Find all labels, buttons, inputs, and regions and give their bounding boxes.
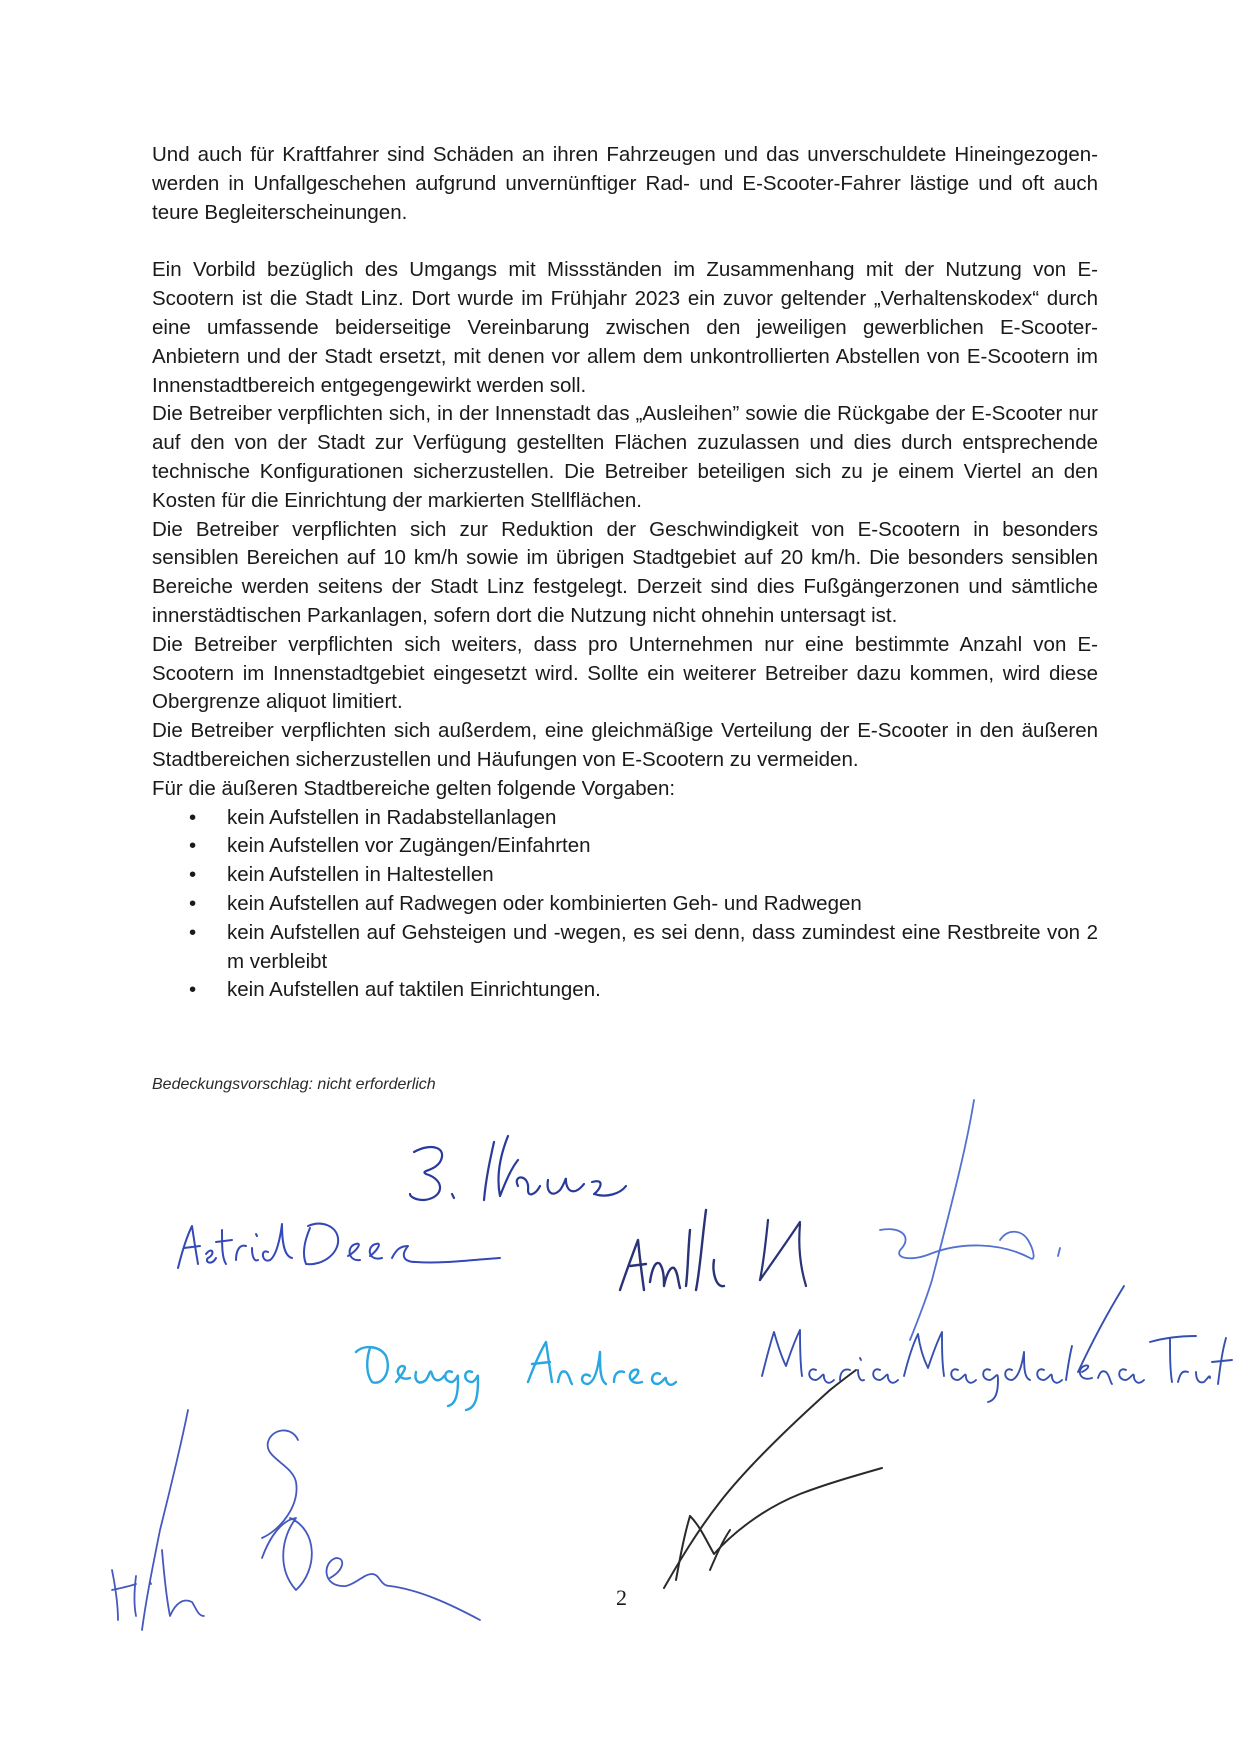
rule-radwege: • kein Aufstellen auf Radwegen oder kombinierten Geh- und Radwegen: [152, 890, 1098, 919]
signature-hengg-andrea: [356, 1342, 676, 1410]
rule-zugaenge: • kein Aufstellen vor Zugängen/Einfahrten: [152, 832, 1098, 861]
signatures-area: [0, 1090, 1243, 1650]
signature-stroke-loop: [880, 1100, 1060, 1340]
paragraph-gap: [152, 227, 1098, 256]
signature-b-klaus: [410, 1136, 626, 1200]
body-text: [152, 141, 1098, 1005]
rule-haltestellen: • kein Aufstellen in Haltestellen: [152, 861, 1098, 890]
rules-list: [152, 804, 1098, 1006]
paragraph-anzahl: Die Betreiber verpflichten sich weiters, dass pro Unternehmen nur eine bestimmte Anzahl von E-Scootern im Innenstadtgebiet eingesetzt wird. Sollte ein weiterer Betreiber dazu kommen, wird diese Obergrenze aliquot limitiert.: [152, 632, 1098, 714]
signature-central-b: [760, 1220, 806, 1286]
paragraph-verteilung: Die Betreiber verpflichten sich außerdem, eine gleichmäßige Verteilung der E-Scooter in den äußeren Stadtbereichen sicherzustellen und Häufungen von E-Scootern zu vermeiden.: [152, 719, 1098, 771]
paragraph-vorbild-linz: Ein Vorbild bezüglich des Umgangs mit Missständen im Zusammenhang mit der Nutzung von E-Scootern ist die Stadt Linz. Dort wurde im Frühjahr 2023 ein zuvor geltender „Verhaltenskodex“ durch eine umfassende beiderseitige Vereinbarung zwischen den jeweiligen gewerblichen E-Scooter-Anbietern und der Stadt ersetzt, mit denen vor allem dem unkontrollierten Abstellen von E-Scootern im Innenstadtbereich entgegengewirkt werden soll.: [152, 258, 1098, 397]
rule-gehsteige: • kein Aufstellen auf Gehsteigen und -wegen, es sei denn, dass zumindest eine Restbreite von 2 m verbleibt: [152, 919, 1098, 977]
page-number: 2: [616, 1585, 627, 1610]
signature-bottom-right: [664, 1370, 882, 1588]
rule-radabstellanlagen: • kein Aufstellen in Radabstellanlagen: [152, 804, 1098, 833]
rule-taktile-einrichtungen: • kein Aufstellen auf taktilen Einrichtungen.: [152, 976, 1098, 1005]
paragraph-kraftfahrer: Und auch für Kraftfahrer sind Schäden an ihren Fahrzeugen und das unverschuldete Hineingezogen-werden in Unfallgeschehen aufgrund unvernünftiger Rad- und E-Scooter-Fahrer lästige und oft auch teure Begleiterscheinungen.: [152, 143, 1098, 224]
cover-note: Bedeckungsvorschlag: nicht erforderlich: [152, 1076, 436, 1093]
signature-maria-magdalena: [762, 1286, 1232, 1402]
signature-astrid-deer: [178, 1224, 500, 1268]
paragraph-ausleihen: Die Betreiber verpflichten sich, in der Innenstadt das „Ausleihen” sowie die Rückgabe der E-Scooter nur auf den von der Stadt zur Verfügung gestellten Flächen zuzulassen und dies durch entsprechende technische Konfigurationen sicherzustellen. Die Betreiber beteiligen sich zu je einem Viertel an den Kosten für die Einrichtung der markierten Stellflächen.: [152, 402, 1098, 512]
signature-central-a: [620, 1210, 724, 1290]
paragraph-geschwindigkeit: Die Betreiber verpflichten sich zur Reduktion der Geschwindigkeit von E-Scootern in besonders sensiblen Bereichen auf 10 km/h sowie im übrigen Stadtgebiet auf 20 km/h. Die besonders sensiblen Bereiche werden seitens der Stadt Linz festgelegt. Derzeit sind dies Fußgängerzonen und sämtliche innerstädtischen Parkanlagen, sofern dort die Nutzung nicht ohnehin untersagt ist.: [152, 517, 1098, 627]
paragraph-vorgaben-intro: Für die äußeren Stadtbereiche gelten folgende Vorgaben:: [152, 776, 676, 800]
